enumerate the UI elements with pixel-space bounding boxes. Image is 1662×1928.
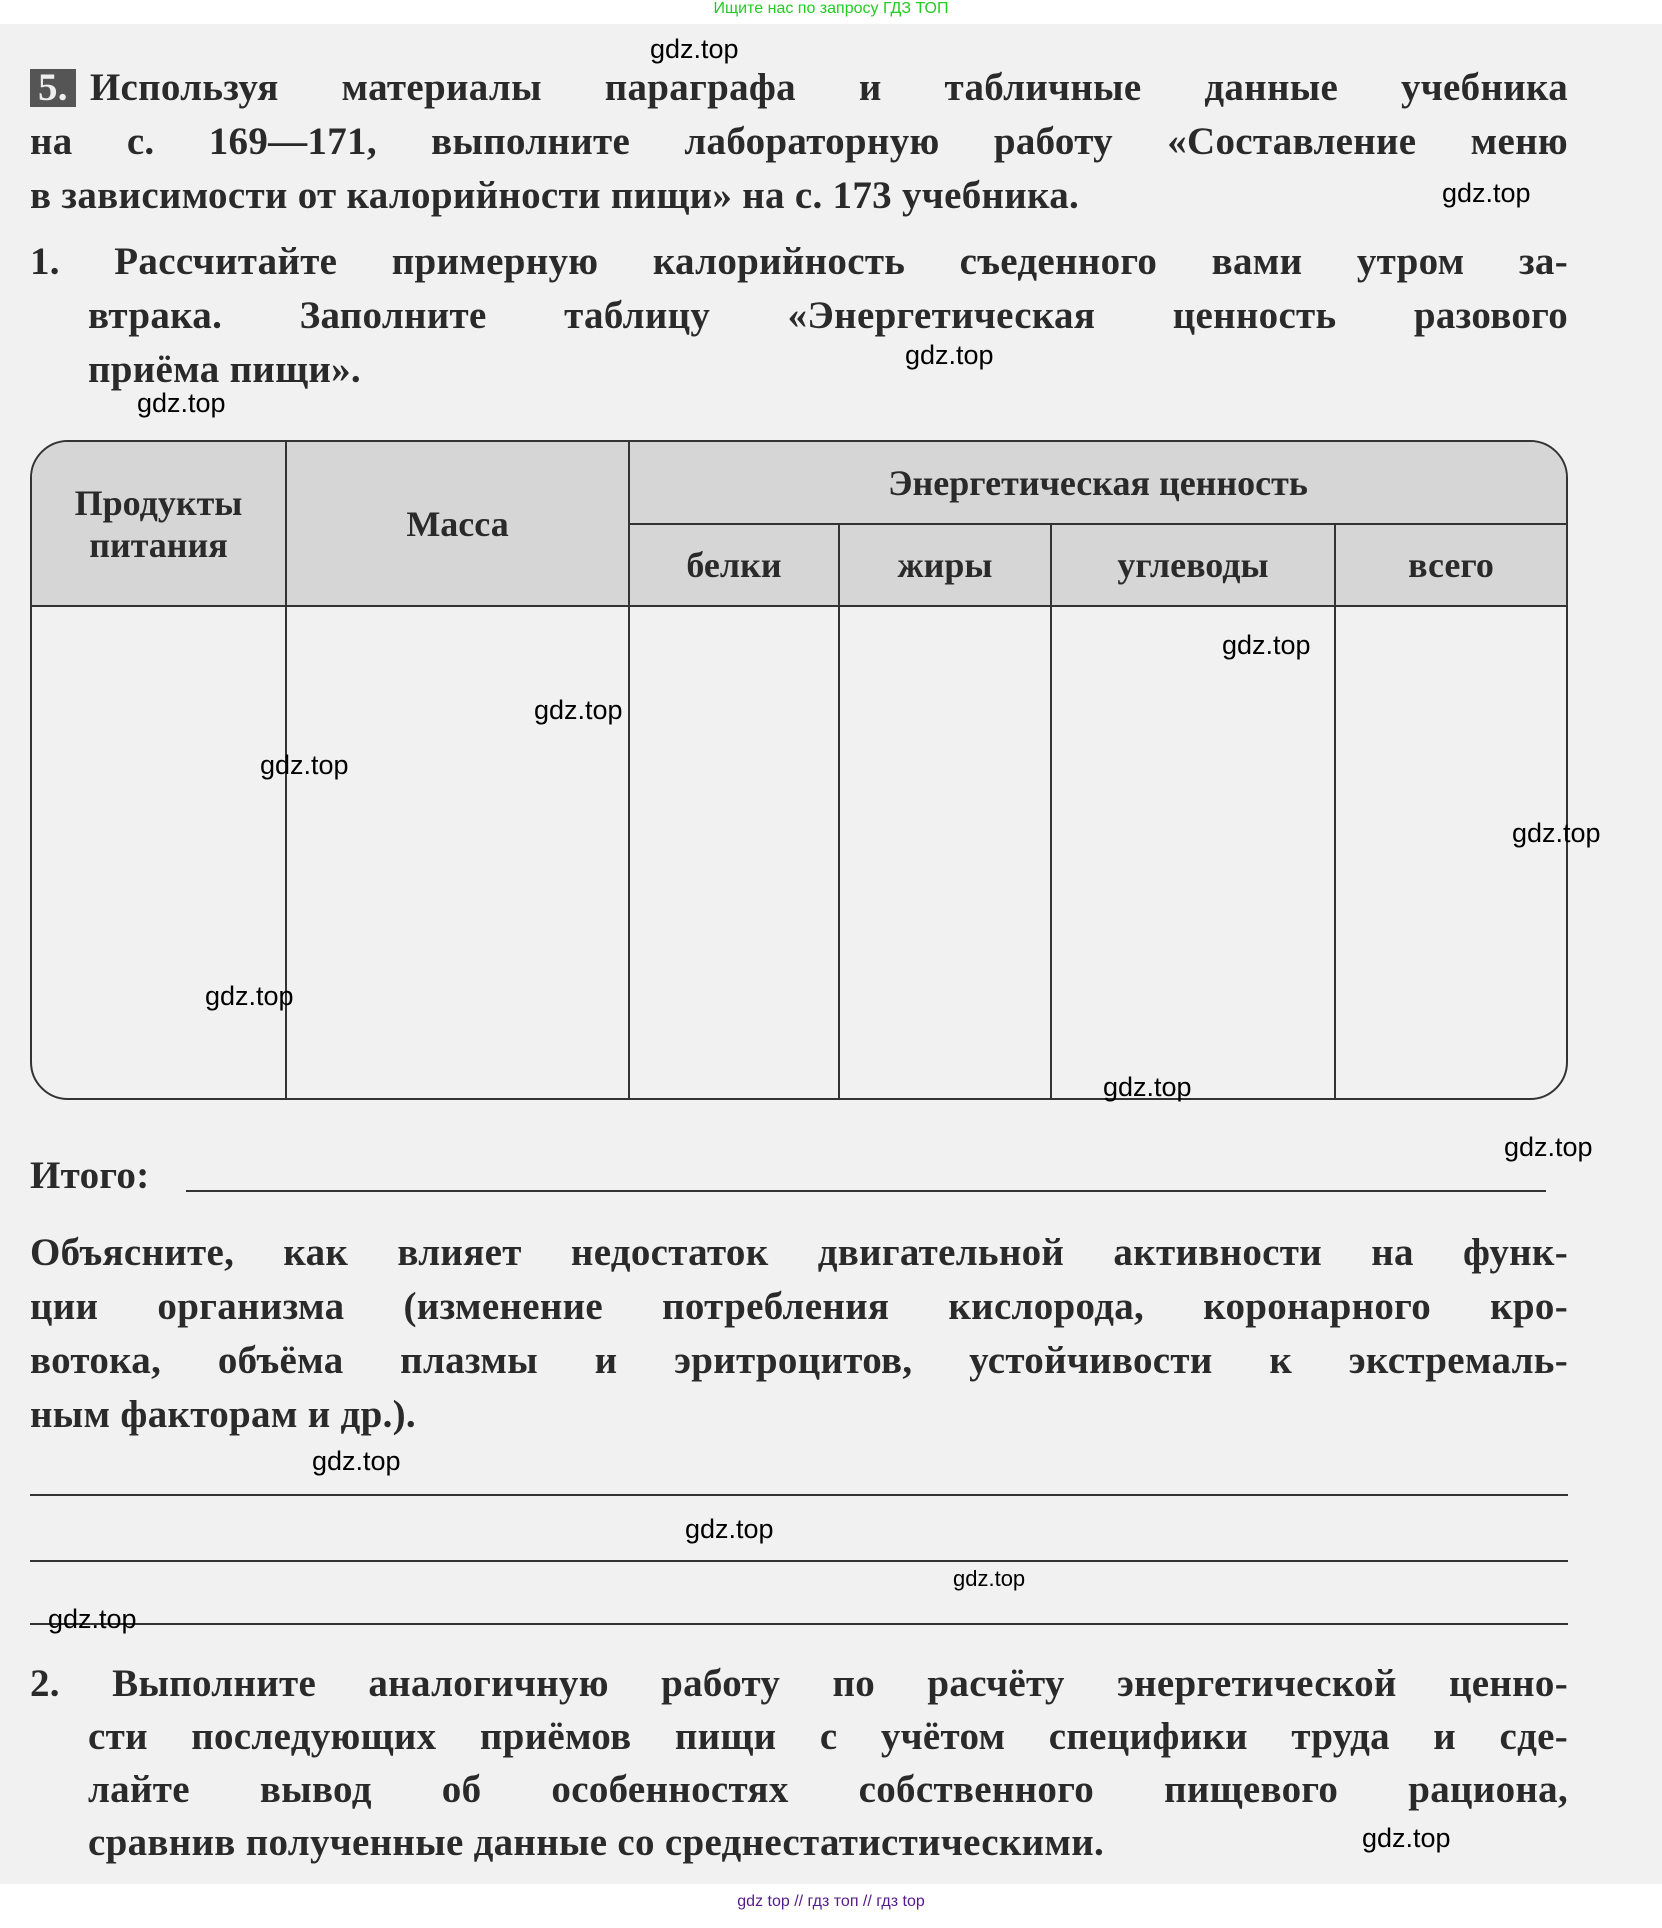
total-answer-line[interactable] bbox=[186, 1190, 1546, 1192]
header-total: всего bbox=[1336, 525, 1566, 607]
watermark: gdz.top bbox=[1103, 1072, 1192, 1102]
watermark: gdz.top bbox=[650, 34, 739, 64]
header-proteins: белки bbox=[630, 525, 840, 607]
explain-line: ным факторам и др.). bbox=[30, 1393, 416, 1436]
item2-line: сравнив полученные данные со среднестатистическими. bbox=[88, 1821, 1105, 1864]
cell-carbs[interactable] bbox=[1052, 607, 1336, 1098]
item2-line: сти последующих приёмов пищи с учётом специфики труда и сде- bbox=[88, 1715, 1568, 1758]
watermark: gdz.top bbox=[1442, 178, 1531, 208]
watermark: gdz.top bbox=[1362, 1823, 1451, 1853]
explain-line: ции организма (изменение потребления кислорода, коронарного кро- bbox=[30, 1285, 1568, 1328]
watermark: gdz.top bbox=[685, 1514, 774, 1544]
watermark: gdz.top bbox=[312, 1446, 401, 1476]
task-number-badge: 5. bbox=[30, 69, 76, 107]
header-products: Продукты питания bbox=[32, 442, 287, 607]
intro-line: в зависимости от калорийности пищи» на с. 173 учебника. bbox=[30, 174, 1080, 217]
intro-line: 5. Используя материалы параграфа и табличные данные учебника bbox=[30, 64, 1568, 112]
header-fats: жиры bbox=[840, 525, 1052, 607]
answer-line[interactable] bbox=[30, 1560, 1568, 1562]
watermark: gdz.top bbox=[534, 695, 623, 725]
cell-fats[interactable] bbox=[840, 607, 1052, 1098]
watermark: gdz.top bbox=[1512, 818, 1601, 848]
watermark: gdz.top bbox=[1504, 1132, 1593, 1162]
cell-proteins[interactable] bbox=[630, 607, 840, 1098]
item2-line: лайте вывод об особенностях собственного пищевого рациона, bbox=[88, 1768, 1568, 1811]
watermark: gdz.top bbox=[137, 388, 226, 418]
item1-line: 1. Рассчитайте примерную калорийность съеденного вами утром за- bbox=[30, 240, 1568, 283]
watermark: gdz.top bbox=[48, 1604, 137, 1634]
explain-line: Объясните, как влияет недостаток двигательной активности на функ- bbox=[30, 1231, 1568, 1274]
cell-products[interactable] bbox=[32, 607, 287, 1098]
header-energy: Энергетическая ценность bbox=[630, 442, 1566, 525]
header-carbs: углеводы bbox=[1052, 525, 1336, 607]
watermark: gdz.top bbox=[260, 750, 349, 780]
item1-line: приёма пищи». bbox=[88, 348, 361, 391]
total-label: Итого: bbox=[30, 1154, 150, 1197]
explain-line: вотока, объёма плазмы и эритроцитов, устойчивости к экстремаль- bbox=[30, 1339, 1568, 1382]
answer-line[interactable] bbox=[30, 1494, 1568, 1496]
item2-line: 2. Выполните аналогичную работу по расчёту энергетической ценно- bbox=[30, 1662, 1568, 1705]
header-mass: Масса bbox=[287, 442, 630, 607]
watermark: gdz.top bbox=[905, 340, 994, 370]
cell-mass[interactable] bbox=[287, 607, 630, 1098]
item1-line: втрака. Заполните таблицу «Энергетическая ценность разового bbox=[88, 294, 1568, 337]
footer-note: gdz top // гдз топ // гдз top bbox=[737, 1893, 925, 1910]
intro-line: на с. 169—171, выполните лабораторную работу «Составление меню bbox=[30, 120, 1568, 163]
search-hint: Ищите нас по запросу ГДЗ ТОП bbox=[713, 0, 949, 17]
watermark: gdz.top bbox=[1222, 630, 1311, 660]
cell-total[interactable] bbox=[1336, 607, 1566, 1098]
answer-line[interactable] bbox=[30, 1623, 1568, 1625]
watermark: gdz.top bbox=[953, 1566, 1026, 1591]
watermark: gdz.top bbox=[205, 981, 294, 1011]
